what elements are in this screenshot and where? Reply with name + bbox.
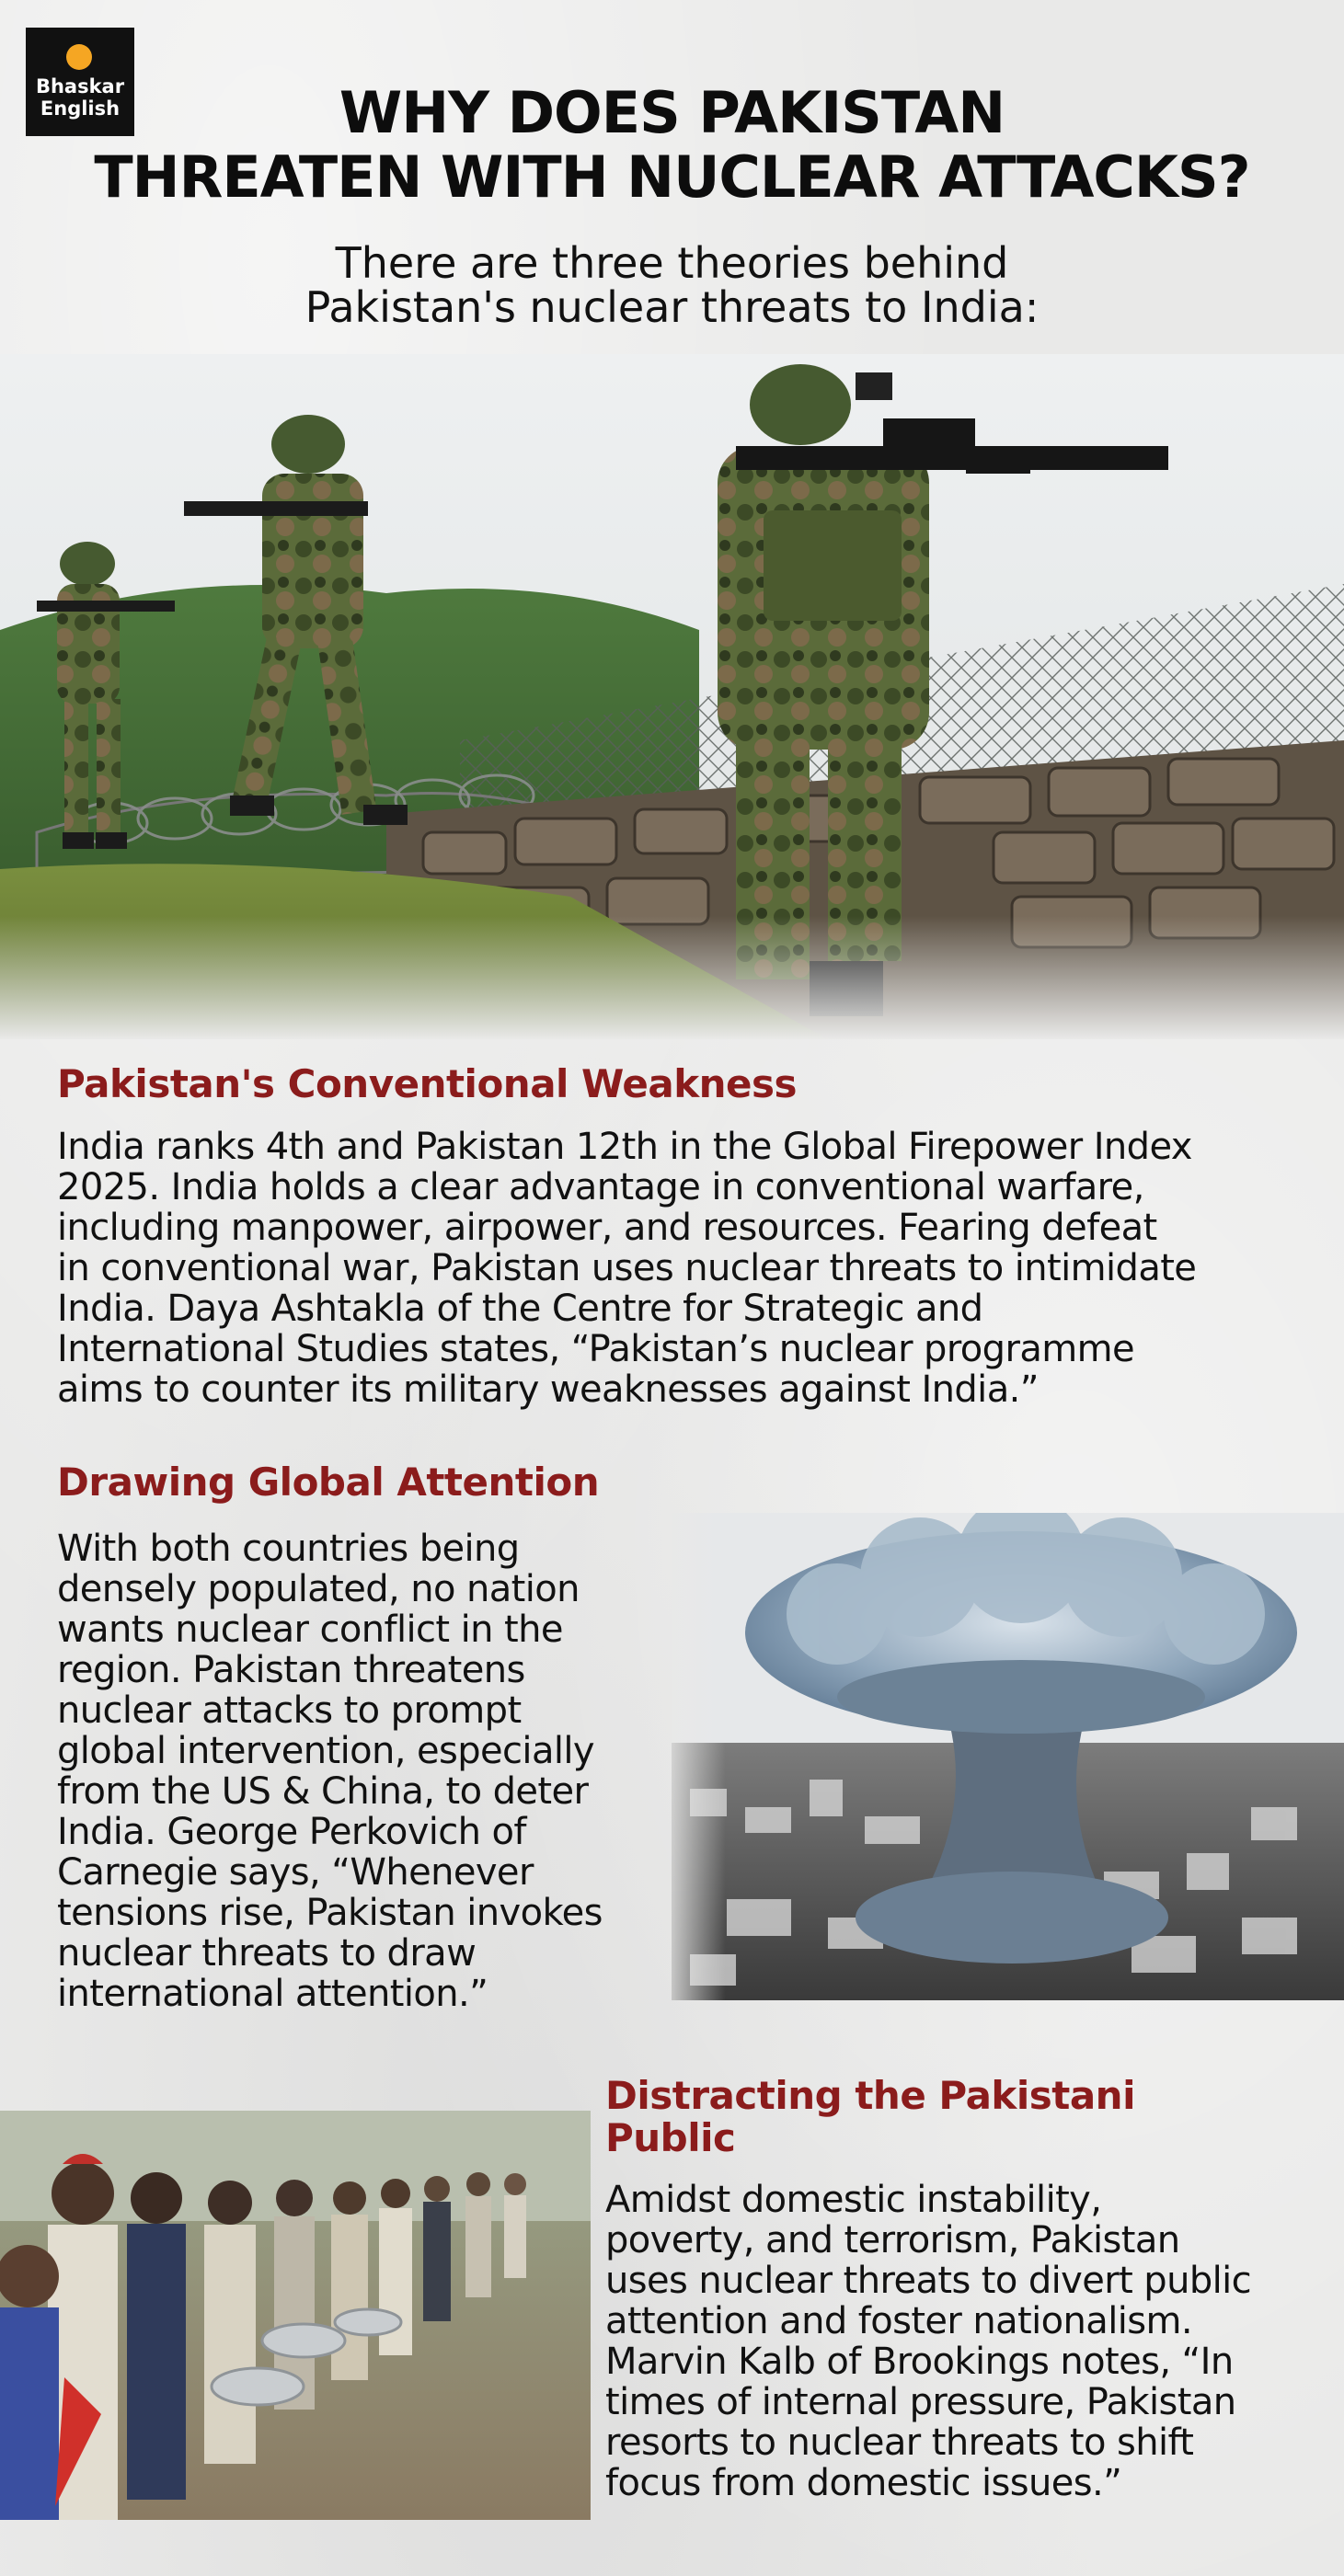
body-line: poverty, and terrorism, Pakistan [605, 2219, 1180, 2261]
subtitle-line-2: Pakistan's nuclear threats to India: [304, 282, 1040, 332]
body-line: attention and foster nationalism. [605, 2300, 1192, 2342]
logo-line-2: English [40, 97, 121, 120]
subtitle-line-1: There are three theories behind [335, 238, 1009, 288]
section-body-global-attention [57, 1528, 603, 2014]
title-line-2: THREATEN WITH NUCLEAR ATTACKS? [94, 143, 1250, 211]
body-line: in conventional war, Pakistan uses nuclear threats to intimidate [57, 1247, 1197, 1289]
body-line: wants nuclear conflict in the [57, 1609, 563, 1651]
body-line: densely populated, no nation [57, 1568, 580, 1610]
section-body-distracting-public [605, 2180, 1251, 2503]
body-line: region. Pakistan threatens [57, 1649, 525, 1691]
page-title [0, 81, 1344, 210]
body-line: Amidst domestic instability, [605, 2179, 1102, 2221]
body-line: India ranks 4th and Pakistan 12th in the Global Firepower Index [57, 1126, 1192, 1168]
body-line: focus from domestic issues.” [605, 2462, 1122, 2504]
body-line: India. Daya Ashtakla of the Centre for Strategic and [57, 1288, 983, 1330]
body-line: uses nuclear threats to divert public [605, 2260, 1252, 2302]
body-line: from the US & China, to deter [57, 1770, 589, 1813]
heading-line: Public [605, 2115, 736, 2160]
title-line-1: WHY DOES PAKISTAN [339, 79, 1005, 146]
section-body-conventional-weakness [57, 1127, 1196, 1410]
body-line: aims to counter its military weaknesses against India.” [57, 1368, 1039, 1411]
heading-line: Distracting the Pakistani [605, 2073, 1135, 2118]
body-line: International Studies states, “Pakistan’s nuclear programme [57, 1328, 1134, 1370]
logo-sun-icon [66, 44, 92, 70]
body-line: With both countries being [57, 1528, 520, 1570]
body-line: nuclear threats to draw [57, 1932, 477, 1975]
body-line: international attention.” [57, 1973, 488, 2015]
body-line: Marvin Kalb of Brookings notes, “In [605, 2341, 1234, 2383]
logo-line-1: Bhaskar [35, 75, 125, 97]
body-line: India. George Perkovich of [57, 1811, 526, 1853]
body-line: resorts to nuclear threats to shift [605, 2421, 1194, 2464]
body-line: tensions rise, Pakistan invokes [57, 1892, 603, 1934]
page-subtitle [0, 238, 1344, 332]
soldiers-photo [0, 354, 1344, 1039]
body-line: global intervention, especially [57, 1730, 594, 1772]
body-line: times of internal pressure, Pakistan [605, 2381, 1236, 2423]
body-line: including manpower, airpower, and resources. Fearing defeat [57, 1207, 1157, 1249]
body-line: nuclear attacks to prompt [57, 1689, 522, 1732]
mushroom-cloud-photo [672, 1513, 1344, 2000]
section-heading-conventional-weakness: Pakistan's Conventional Weakness [57, 1061, 798, 1106]
body-line: 2025. India holds a clear advantage in conventional warfare, [57, 1166, 1144, 1208]
body-line: Carnegie says, “Whenever [57, 1851, 534, 1894]
section-heading-distracting-public [605, 2075, 1135, 2159]
food-queue-photo [0, 2111, 591, 2520]
section-heading-global-attention: Drawing Global Attention [57, 1460, 600, 1505]
